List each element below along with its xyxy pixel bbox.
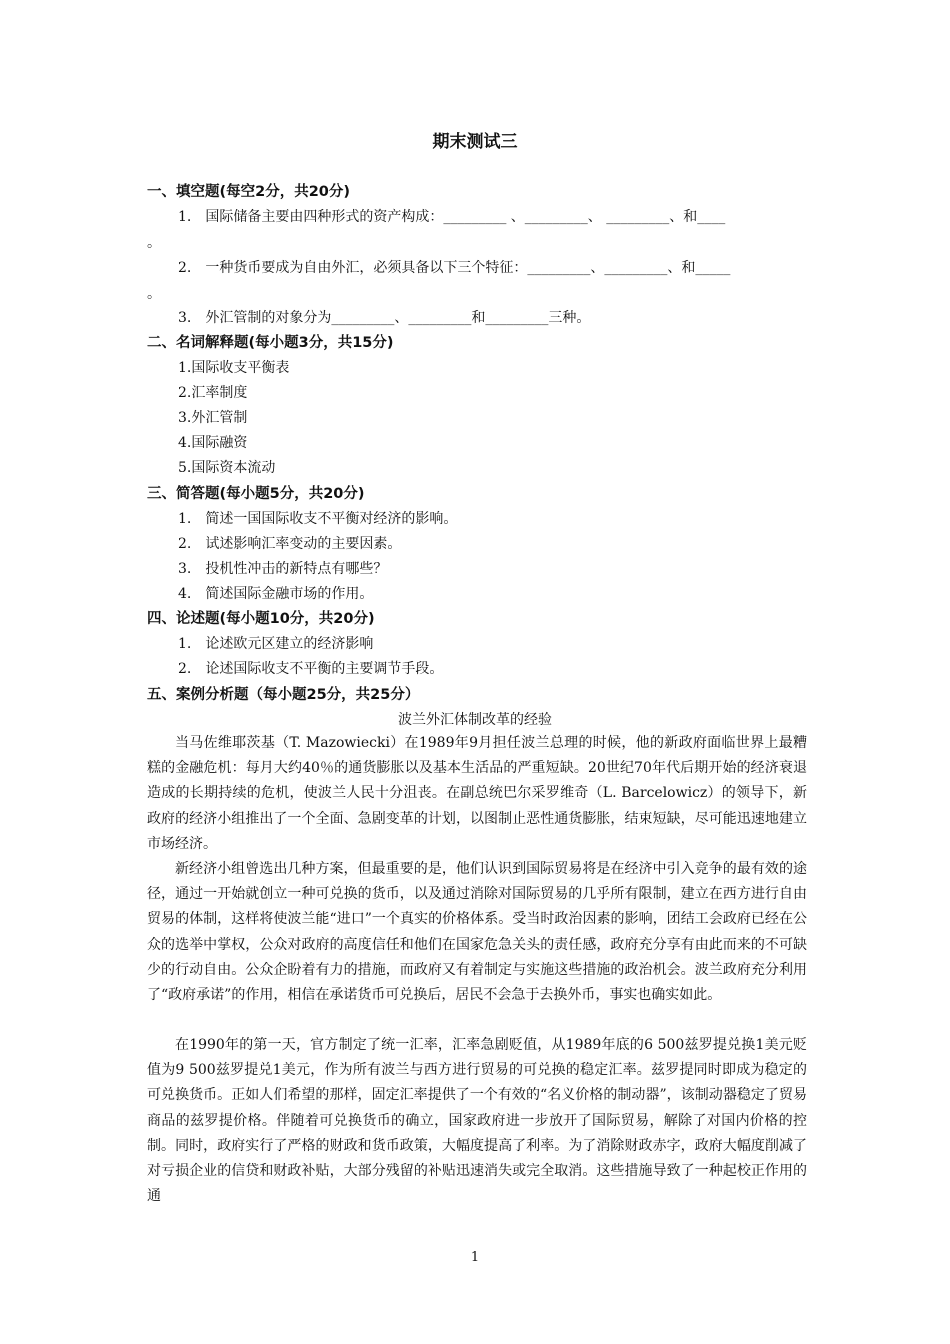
question-1-1: 1. 国际储备主要由四种形式的资产构成：_________ 、_________、 _________、和____ [178,209,726,225]
short-answer-item: 3. 投机性冲击的新特点有哪些？ [178,561,388,577]
term-item: 4.国际融资 [178,435,248,451]
page-number: 1 [470,1250,480,1265]
section-5-heading: 五、案例分析题（每小题25分，共25分） [147,687,420,703]
term-item: 1.国际收支平衡表 [178,360,290,376]
essay-item: 2. 论述国际收支不平衡的主要调节手段。 [178,661,444,677]
question-1-2: 2. 一种货币要成为自由外汇，必须具备以下三个特征：_________、_________、和_____ [178,260,731,276]
case-paragraph-2: 新经济小组曾选出几种方案，但最重要的是，他们认识到国际贸易将是在经济中引入竞争的最有效的途径，通过一开始就创立一种可兑换的货币，以及通过消除对国际贸易的几乎所有限制，建立在西方进行自由贸易的体制，这样将使波兰能“进口”一个真实的价格体系。受当时政治因素的影响，团结工会政府已经在公众的选举中掌权，公众对政府的高度信任和他们在国家危急关头的责任感，政府充分享有由此而来的不可缺少的行动自由。公众企盼着有力的措施，而政府又有着制定与实施这些措施的政治机会。波兰政府充分利用了“政府承诺”的作用，相信在承诺货币可兑换后，居民不会急于去换外币，事实也确实如此。 [147,861,807,1004]
short-answer-item: 4. 简述国际金融市场的作用。 [178,586,374,602]
short-answer-item: 1. 简述一国国际收支不平衡对经济的影响。 [178,511,458,527]
question-1-3: 3. 外汇管制的对象分为_________、_________和_________三种。 [178,310,591,326]
term-item: 2.汇率制度 [178,385,248,401]
section-4-heading: 四、论述题(每小题10分，共20分) [147,611,375,627]
term-item: 3.外汇管制 [178,410,248,426]
case-paragraph-1: 当马佐维耶茨基（T. Mazowiecki）在1989年9月担任波兰总理的时候，他的新政府面临世界上最糟糕的金融危机：每月大约40％的通货膨胀以及基本生活品的严重短缺。20世纪70年代后期开始的经济衰退造成的长期持续的危机，使波兰人民十分沮丧。在副总统巴尔采罗维奇（L. Barcelowicz）的领导下，新政府的经济小组推出了一个全面、急剧变革的计划，以图制止恶性通货膨胀，结束短缺，尽可能迅速地建立市场经济。 [147,735,807,852]
page-title: 期末测试三 [432,132,518,152]
section-1-heading: 一、填空题(每空2分，共20分) [147,184,351,200]
term-item: 5.国际资本流动 [178,460,276,476]
question-1-1-continuation: 。 [147,235,161,251]
section-2-heading: 二、名词解释题(每小题3分，共15分) [147,335,394,351]
section-3-heading: 三、简答题(每小题5分，共20分) [147,486,365,502]
case-paragraph-3: 在1990年的第一天，官方制定了统一汇率，汇率急剧贬值，从1989年底的6 500兹罗提兑换1美元贬值为9 500兹罗提兑1美元，作为所有波兰与西方进行贸易的可兑换的稳定汇率。兹罗提同时即成为稳定的可兑换货币。正如人们希望的那样，固定汇率提供了一个有效的“名义价格的制动器”，该制动器稳定了贸易商品的兹罗提价格。伴随着可兑换货币的确立，国家政府进一步放开了国际贸易，解除了对国内价格的控制。同时，政府实行了严格的财政和货币政策，大幅度提高了利率。为了消除财政赤字，政府大幅度削减了对亏损企业的信贷和财政补贴，大部分残留的补贴迅速消失或完全取消。这些措施导致了一种起校正作用的通 [147,1037,807,1205]
case-title: 波兰外汇体制改革的经验 [398,712,552,728]
question-1-2-continuation: 。 [147,286,161,302]
short-answer-item: 2. 试述影响汇率变动的主要因素。 [178,536,402,552]
essay-item: 1. 论述欧元区建立的经济影响 [178,636,374,652]
